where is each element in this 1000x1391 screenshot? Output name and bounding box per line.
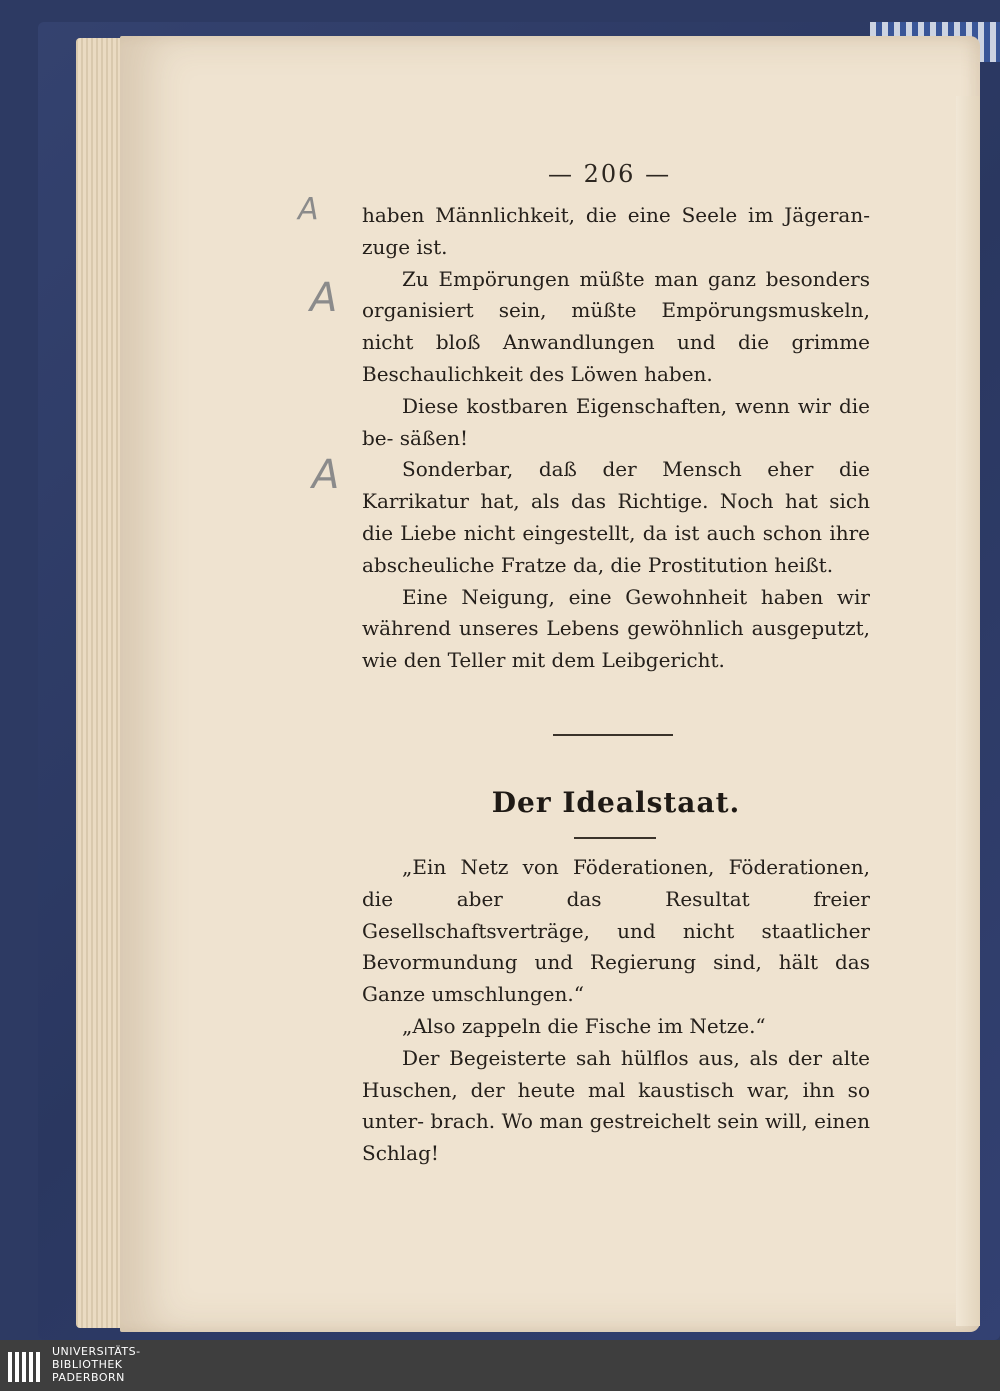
section-heading: Der Idealstaat.: [491, 786, 741, 819]
paragraph: Zu Empörungen müßte man ganz besonders organisiert sein, müßte Empörungsmuskeln, nicht bloß Anwandlungen und die grimme Beschaulichkeit des Löwen haben.: [362, 266, 870, 386]
margin-annotation-3: A: [312, 452, 340, 498]
paragraph: haben Männlichkeit, die eine Seele im Jägeran- zuge ist.: [362, 203, 870, 259]
library-name-line-3: PADERBORN: [52, 1371, 125, 1384]
heading-underline: [574, 837, 656, 839]
margin-annotation-2: A: [310, 275, 338, 321]
library-logo-icon: [6, 1346, 44, 1386]
section-divider: [553, 734, 673, 736]
paragraph: „Ein Netz von Föderationen, Föderationen, die aber das Resultat freier Gesellschaftsverträge, und nicht staatlicher Bevormundung und Regierung sind, hält das Ganze umschlungen.“: [362, 855, 870, 1007]
library-name-line-1: UNIVERSITÄTS-: [52, 1345, 141, 1358]
paragraph: Eine Neigung, eine Gewohnheit haben wir während unseres Lebens gewöhnlich ausgeputzt, wie den Teller mit dem Leibgericht.: [362, 584, 870, 673]
paragraph: „Also zappeln die Fische im Netze.“: [402, 1013, 766, 1038]
library-name: [52, 1345, 141, 1384]
footer-bar: [0, 1340, 1000, 1391]
paragraph: Der Begeisterte sah hülflos aus, als der alte Huschen, der heute mal kaustisch war, ihn so unter- brach. Wo man gestreichelt sein will, einen Schlag!: [362, 1045, 870, 1166]
body-text-bottom: [362, 852, 870, 1170]
page-number: — 206 —: [548, 160, 672, 188]
paragraph: Diese kostbaren Eigenschaften, wenn wir die be- säßen!: [362, 393, 870, 450]
paragraph: Sonderbar, daß der Mensch eher die Karrikatur hat, als das Richtige. Noch hat sich die Liebe nicht eingestellt, da ist auch schon ihre abscheuliche Fratze da, die Prostitution heißt.: [362, 457, 870, 577]
library-name-line-2: BIBLIOTHEK: [52, 1358, 123, 1371]
page-curl-edge: [956, 96, 980, 1326]
body-text-top: [362, 200, 870, 677]
margin-annotation-1: A: [298, 192, 319, 227]
